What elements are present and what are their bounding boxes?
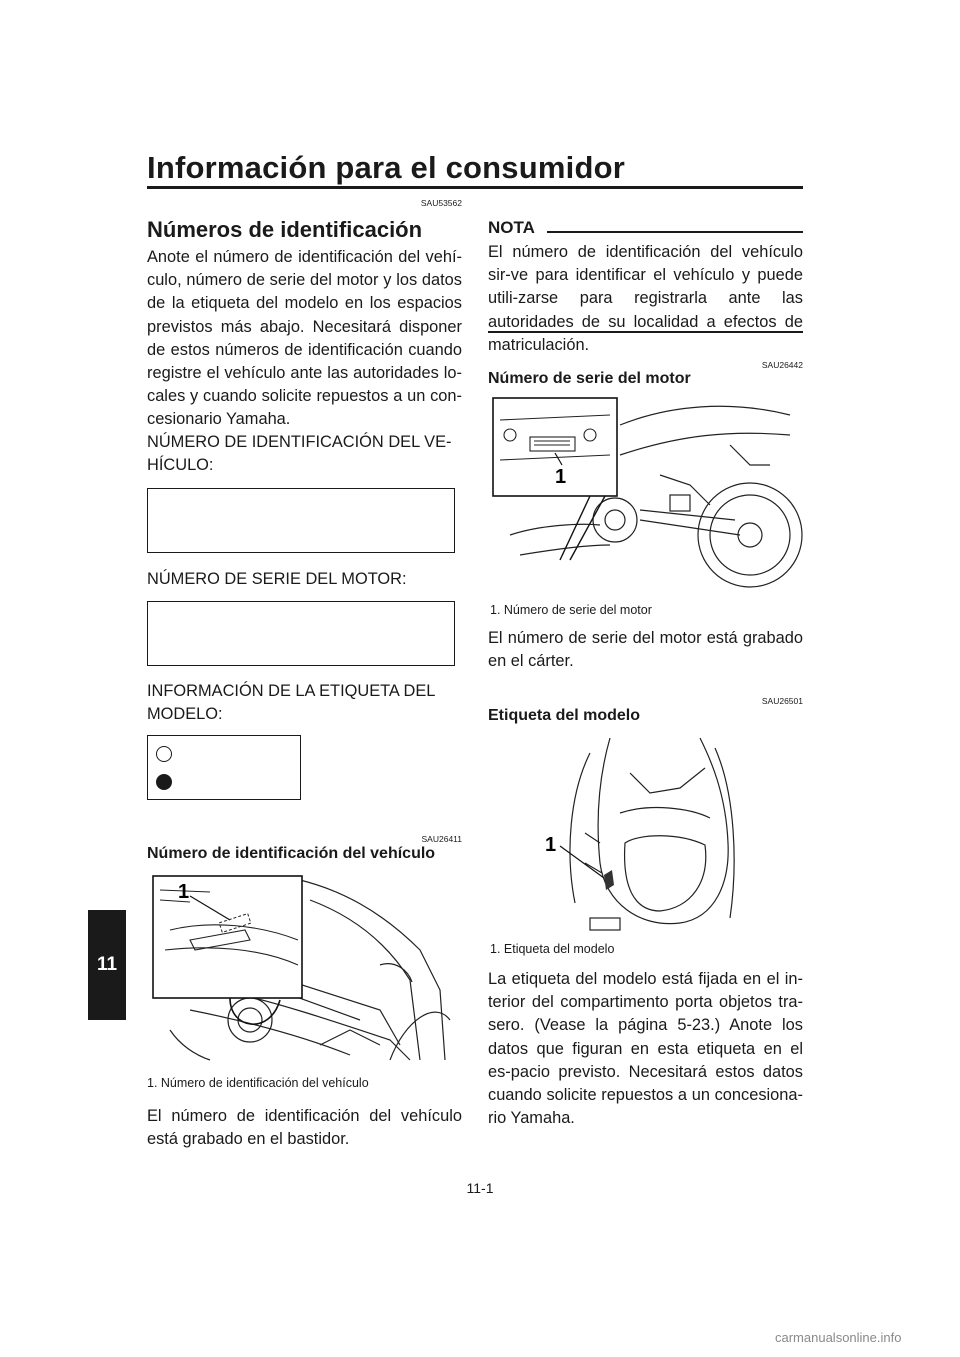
model-label-illustration <box>530 733 740 933</box>
section-code: SAU26501 <box>761 696 803 706</box>
section-heading: Números de identificación <box>147 217 423 242</box>
model-label-line-2: MODELO: <box>147 705 223 723</box>
vin-entry-box[interactable] <box>147 488 455 553</box>
section-code: SAU26442 <box>761 360 803 370</box>
section-code: SAU26411 <box>421 834 462 844</box>
filled-circle-icon <box>156 774 172 790</box>
vin-location-illustration <box>150 870 455 1070</box>
model-label-callout-number: 1 <box>545 834 557 856</box>
engine-paragraph: El número de serie del motor está grabado en el cárter. <box>488 629 803 671</box>
model-label-figure-caption: 1. Etiqueta del modelo <box>490 942 615 956</box>
engine-callout-number: 1 <box>555 466 567 488</box>
vin-figure-caption: 1. Número de identificación del vehículo <box>147 1076 369 1090</box>
model-label-heading: Etiqueta del modelo <box>488 707 641 724</box>
engine-number-illustration <box>490 395 803 595</box>
page-title: Información para el consumidor <box>147 150 625 185</box>
model-label-line-1: INFORMACIÓN DE LA ETIQUETA DEL <box>147 682 436 700</box>
title-rule <box>147 186 803 189</box>
note-top-rule <box>547 231 803 233</box>
note-bottom-rule <box>488 331 803 333</box>
section-code: SAU53562 <box>420 198 462 208</box>
vin-heading: Número de identificación del vehículo <box>147 845 436 862</box>
model-label-paragraph: La etiqueta del modelo está fijada en el in-terior del compartimento porta objetos tra-sero. (Vease la página 5-23.) Anote los datos que figuran en esta etiqueta en el es-pacio previsto. Necesitará estos datos cuando solicite repuestos a un concesiona-rio Yamaha. <box>488 970 803 1128</box>
vin-label-line-1: NÚMERO DE IDENTIFICACIÓN DEL VE- <box>147 433 452 451</box>
vin-label-line-2: HÍCULO: <box>147 456 214 474</box>
engine-figure-caption: 1. Número de serie del motor <box>490 603 652 617</box>
engine-number-entry-box[interactable] <box>147 601 455 666</box>
page-number: 11-1 <box>466 1180 494 1196</box>
engine-number-heading: Número de serie del motor <box>488 370 691 387</box>
model-label-entry-box[interactable] <box>147 735 301 800</box>
vin-paragraph: El número de identificación del vehículo está grabado en el bastidor. <box>147 1107 462 1149</box>
watermark: carmanualsonline.info <box>775 1330 902 1345</box>
engine-number-label: NÚMERO DE SERIE DEL MOTOR: <box>147 570 407 588</box>
note-title: NOTA <box>488 218 535 237</box>
intro-paragraph: Anote el número de identificación del vehí-culo, número de serie del motor y los datos de la etiqueta del modelo en los espacios previstos más abajo. Necesitará disponer de estos números de identificación cuando registre el vehículo ante las autoridades lo-cales y cuando solicite repuestos a un con-cesionario Yamaha. <box>147 248 462 429</box>
chapter-tab: 11 <box>88 910 126 1020</box>
vin-callout-number: 1 <box>178 881 190 903</box>
note-paragraph: El número de identificación del vehículo sir-ve para identificar el vehículo y puede utili-zarse para registrarla ante las autoridades de su localidad a efectos de matriculación. <box>488 243 803 354</box>
open-circle-icon <box>156 746 172 762</box>
